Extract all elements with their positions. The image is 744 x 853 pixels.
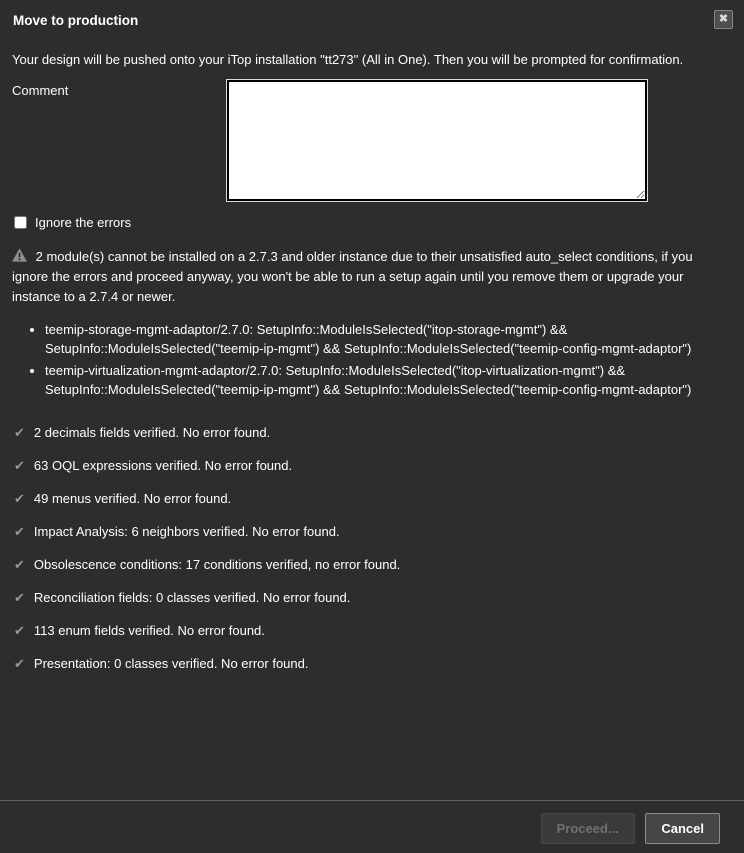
comment-textarea[interactable] xyxy=(227,80,647,201)
proceed-button[interactable]: Proceed... xyxy=(541,813,635,844)
check-text: Reconciliation fields: 0 classes verified. No error found. xyxy=(33,590,351,605)
warning-icon xyxy=(12,248,27,262)
intro-text: Your design will be pushed onto your iTop installation "tt273" (All in One). Then you will be prompted for confirmation. xyxy=(12,52,684,67)
check-row xyxy=(14,522,732,542)
check-text: 63 OQL expressions verified. No error found. xyxy=(33,458,293,473)
module-error-item: • teemip-virtualization-mgmt-adaptor/2.7.0: SetupInfo::ModuleIsSelected("itop-virtualization-mgmt") && SetupInfo::ModuleIsSelected("teemip-ip-mgmt") && SetupInfo::ModuleIsSelected("teemip-config-mgmt-adaptor") xyxy=(45,361,732,399)
dialog-footer xyxy=(0,800,744,853)
check-icon: ✔ xyxy=(14,425,25,440)
comment-label: Comment xyxy=(12,83,69,98)
check-row xyxy=(14,456,732,476)
check-text: Impact Analysis: 6 neighbors verified. No error found. xyxy=(33,524,340,539)
close-icon: ✖ xyxy=(718,13,729,25)
verification-results xyxy=(14,423,732,674)
module-error-item: • teemip-storage-mgmt-adaptor/2.7.0: SetupInfo::ModuleIsSelected("itop-storage-mgmt") && SetupInfo::ModuleIsSelected("teemip-ip-mgmt") && SetupInfo::ModuleIsSelected("teemip-config-mgmt-adaptor") xyxy=(45,320,732,358)
check-row xyxy=(14,654,732,674)
cancel-button[interactable]: Cancel xyxy=(645,813,720,844)
check-row xyxy=(14,423,732,443)
dialog-titlebar xyxy=(0,0,744,28)
comment-row xyxy=(12,80,732,201)
check-icon: ✔ xyxy=(14,656,25,671)
warning-text: 2 module(s) cannot be installed on a 2.7.3 and older instance due to their unsatisfied auto_select conditions, if you ignore the errors and proceed anyway, you won't be able to run a setup again until you remove them or upgrade your instance to a 2.7.4 or newer. xyxy=(12,249,693,304)
warning-message xyxy=(12,247,732,307)
check-icon: ✔ xyxy=(14,590,25,605)
check-text: 49 menus verified. No error found. xyxy=(33,491,232,506)
check-row xyxy=(14,555,732,575)
close-button[interactable] xyxy=(714,10,733,29)
ignore-errors-checkbox[interactable] xyxy=(14,216,27,229)
check-icon: ✔ xyxy=(14,623,25,638)
module-errors-list xyxy=(0,320,732,399)
check-row xyxy=(14,588,732,608)
check-text: 2 decimals fields verified. No error found. xyxy=(33,425,271,440)
ignore-errors-label: Ignore the errors xyxy=(35,215,132,230)
check-text: Presentation: 0 classes verified. No error found. xyxy=(33,656,309,671)
check-row xyxy=(14,621,732,641)
check-text: 113 enum fields verified. No error found. xyxy=(33,623,265,638)
check-icon: ✔ xyxy=(14,524,25,539)
check-row xyxy=(14,489,732,509)
page-title: Move to production xyxy=(13,13,139,28)
check-icon: ✔ xyxy=(14,491,25,506)
check-icon: ✔ xyxy=(14,557,25,572)
check-icon: ✔ xyxy=(14,458,25,473)
check-text: Obsolescence conditions: 17 conditions verified, no error found. xyxy=(33,557,401,572)
ignore-errors-row xyxy=(14,215,732,230)
